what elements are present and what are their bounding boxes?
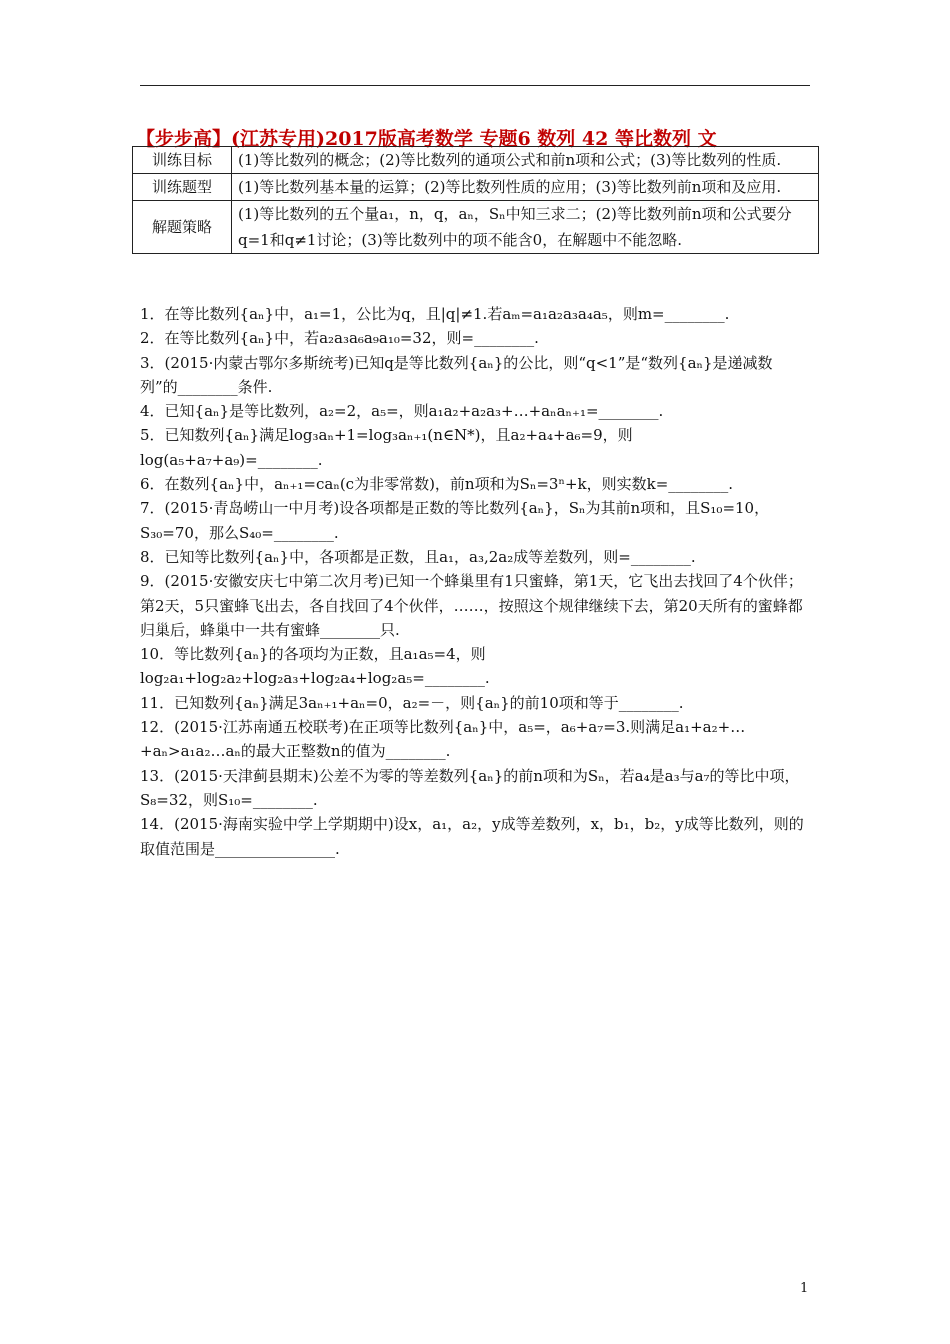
page-number: 1	[800, 1281, 809, 1296]
row-content: (1)等比数列的概念；(2)等比数列的通项公式和前n项和公式；(3)等比数列的性质.	[232, 147, 819, 174]
document-title: 【步步高】(江苏专用)2017版高考数学 专题6 数列 42 等比数列 文	[136, 128, 717, 150]
question-item: 9．(2015·安徽安庆七中第二次月考)已知一个蜂巢里有1只蜜蜂，第1天，它飞出去找回了4个伙伴；第2天，5只蜜蜂飞出去，各自找回了4个伙伴，……，按照这个规律继续下去，第20天所有的蜜蜂都归巢后，蜂巢中一共有蜜蜂________只.	[140, 572, 803, 639]
question-item: 4．已知{aₙ}是等比数列，a₂=2，a₅=，则a₁a₂+a₂a₃+…+aₙaₙ₊₁=________.	[140, 402, 664, 421]
header-rule	[140, 85, 810, 86]
question-item: 2．在等比数列{aₙ}中，若a₂a₃a₆a₉a₁₀=32，则=________.	[140, 329, 539, 348]
question-item: 8．已知等比数列{aₙ}中，各项都是正数，且a₁，a₃,2a₂成等差数列，则=________.	[140, 547, 696, 566]
question-item: 5．已知数列{aₙ}满足log₃aₙ+1=log₃aₙ₊₁(n∈N*)，且a₂+a₄+a₆=9，则log(a₅+a₇+a₉)=________.	[140, 426, 633, 469]
row-label: 解题策略	[133, 201, 232, 254]
table-row	[133, 147, 819, 174]
question-item: 3．(2015·内蒙古鄂尔多斯统考)已知q是等比数列{aₙ}的公比，则“q<1”是“数列{aₙ}是递减数列”的________条件.	[140, 353, 773, 396]
row-label: 训练目标	[133, 147, 232, 174]
question-item: 10．等比数列{aₙ}的各项均为正数，且a₁a₅=4，则log₂a₁+log₂a₂+log₂a₃+log₂a₄+log₂a₅=________.	[140, 645, 490, 688]
question-item: 13．(2015·天津蓟县期末)公差不为零的等差数列{aₙ}的前n项和为Sₙ，若a₄是a₃与a₇的等比中项，S₈=32，则S₁₀=________.	[140, 766, 800, 809]
question-item: 1．在等比数列{aₙ}中，a₁=1，公比为q，且|q|≠1.若aₘ=a₁a₂a₃a₄a₅，则m=________.	[140, 305, 730, 323]
row-label: 训练题型	[133, 174, 232, 201]
row-content: (1)等比数列的五个量a₁，n，q，aₙ，Sₙ中知三求二；(2)等比数列前n项和公式要分q=1和q≠1讨论；(3)等比数列中的项不能含0，在解题中不能忽略.	[232, 201, 819, 254]
row-content: (1)等比数列基本量的运算；(2)等比数列性质的应用；(3)等比数列前n项和及应用.	[232, 174, 819, 201]
table-row	[133, 201, 819, 254]
question-item: 14．(2015·海南实验中学上学期期中)设x，a₁，a₂，y成等差数列，x，b₁，b₂，y成等比数列，则的取值范围是________________.	[140, 815, 804, 858]
training-info-table	[132, 146, 819, 254]
table-row	[133, 174, 819, 201]
question-list	[140, 302, 810, 861]
question-item: 12．(2015·江苏南通五校联考)在正项等比数列{aₙ}中，a₅=，a₆+a₇=3.则满足a₁+a₂+…+aₙ>a₁a₂…aₙ的最大正整数n的值为________.	[140, 718, 746, 761]
question-item: 11．已知数列{aₙ}满足3aₙ₊₁+aₙ=0，a₂=－，则{aₙ}的前10项和等于________.	[140, 693, 684, 712]
question-item: 7．(2015·青岛崂山一中月考)设各项都是正数的等比数列{aₙ}，Sₙ为其前n项和，且S₁₀=10，S₃₀=70，那么S₄₀=________.	[140, 499, 770, 542]
question-item: 6．在数列{aₙ}中，aₙ₊₁=caₙ(c为非零常数)，前n项和为Sₙ=3ⁿ+k，则实数k=________.	[140, 475, 734, 494]
